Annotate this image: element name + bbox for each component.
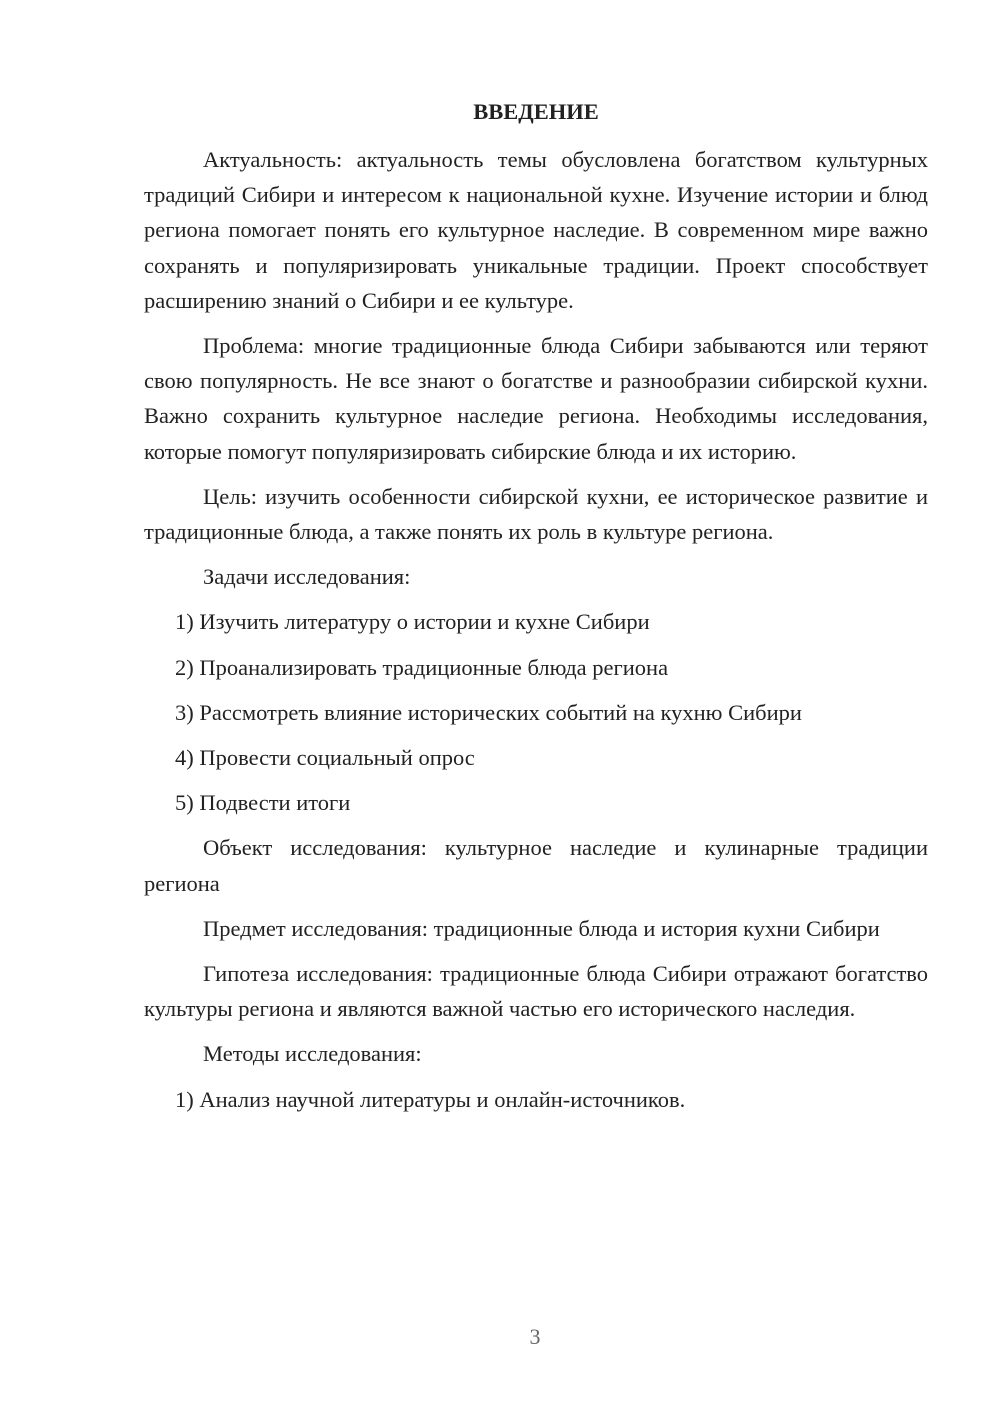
actuality-paragraph: Актуальность: актуальность темы обусловлена богатством культурных традиций Сибири и интересом к национальной кухне. Изучение истории и блюд региона помогает понять его культурное наследие. В современном мире важно сохранять и популяризировать уникальные традиции. Проект способствует расширению знаний о Сибири и ее культуре. [144,147,928,313]
method-item-1: 1) Анализ научной литературы и онлайн-источников. [175,1086,686,1112]
task-item-5: 5) Подвести итоги [175,790,351,816]
page-title: ВВЕДЕНИЕ [473,99,599,124]
hypothesis-paragraph: Гипотеза исследования: традиционные блюда Сибири отражают богатство культуры региона и являются важной частью его исторического наследия. [144,961,928,1022]
task-item-3: 3) Рассмотреть влияние исторических событий на кухню Сибири [175,699,802,725]
page-number: 3 [529,1324,541,1349]
task-item-4: 4) Провести социальный опрос [175,745,475,771]
goal-paragraph: Цель: изучить особенности сибирской кухни, ее историческое развитие и традиционные блюда, а также понять их роль в культуре региона. [144,483,928,545]
task-item-1: 1) Изучить литературу о истории и кухне Сибири [175,609,650,635]
object-paragraph: Объект исследования: культурное наследие и кулинарные традиции региона [144,835,928,896]
document-body [144,95,928,1127]
methods-heading: Методы исследования: [203,1041,422,1067]
problem-paragraph: Проблема: многие традиционные блюда Сибири забываются или теряют свою популярность. Не все знают о богатстве и разнообразии сибирской кухни. Важно сохранить культурное наследие региона. Необходимы исследования, которые помогут популяризировать сибирские блюда и их историю. [144,333,928,464]
tasks-heading: Задачи исследования: [203,564,411,590]
subject-paragraph: Предмет исследования: традиционные блюда и история кухни Сибири [203,915,880,941]
task-item-2: 2) Проанализировать традиционные блюда региона [175,654,669,680]
